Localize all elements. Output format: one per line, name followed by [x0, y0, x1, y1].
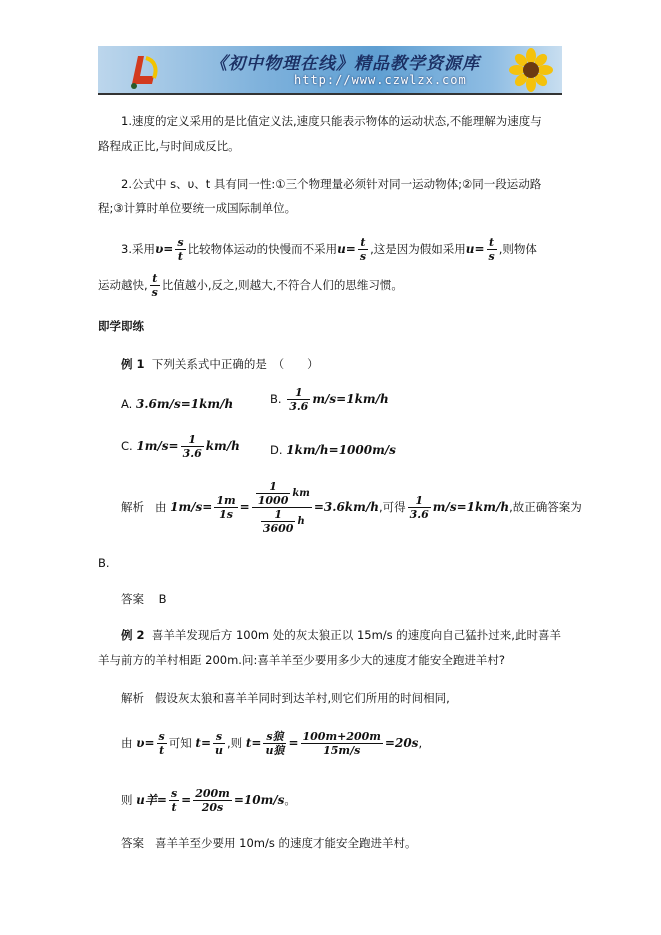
logo-icon	[124, 50, 164, 90]
fraction: $\frac{t}{s}$	[359, 236, 367, 263]
point-3-line-1	[121, 236, 537, 263]
ex1-option-d: D. 1km/h=1000m/s	[270, 443, 396, 457]
text: 比值越小,反之,则越大,不符合人们的思维习惯。	[161, 278, 403, 292]
point-2-line-2: 程;③计算时单位要统一成国际制单位。	[98, 201, 297, 215]
ex2-step-2: 则 u羊= $\frac{s}{t}$ = $\frac{200m}{20s}$ =10m/s。	[121, 787, 296, 814]
point-1-line-1: 1.速度的定义采用的是比值定义法,速度只能表示物体的运动状态,不能理解为速度与	[121, 114, 542, 128]
formula: u=	[337, 242, 356, 256]
ex2-question-line-2: 羊与前方的羊村相距 200m.问:喜羊羊至少要用多少大的速度才能安全跑进羊村?	[98, 653, 505, 667]
text: ,则物体	[498, 242, 537, 256]
ex2-step-1: 由 υ= $\frac{s}{t}$ 可知 t= $\frac{s}{u}$ ,则 t= $\frac{\text{s狼}}{\text{u狼}}$ = $\frac{100m+200m}{15m/s}$ =20s,	[121, 730, 423, 757]
text: ,这是因为假如采用	[370, 242, 466, 256]
fraction: $\frac{t}{s}$	[488, 236, 495, 263]
sunflower-icon	[504, 48, 558, 92]
ex2-answer: 答案 喜羊羊至少要用 10m/s 的速度才能安全跑进羊村。	[121, 836, 417, 850]
ex1-analysis-tail: B.	[98, 556, 110, 570]
fraction: $\frac{s}{t}$	[177, 236, 184, 263]
compound-fraction: $\frac{1}{1000}$ km $\frac{1}{3600}$ h	[252, 480, 312, 535]
ex2-analysis: 解析 假设灰太狼和喜羊羊同时到达羊村,则它们所用的时间相同,	[121, 691, 450, 705]
section-title: 即学即练	[98, 319, 144, 333]
ex1-question-text: 下列关系式中正确的是 （ ）	[151, 357, 319, 371]
point-3-line-2	[98, 272, 403, 299]
ex1-answer: 答案 B	[121, 592, 167, 606]
ex1-option-b: B. $\frac{1}{3.6}$ m/s=1km/h	[270, 386, 389, 413]
text: 运动越快,	[98, 278, 148, 292]
ex2-question-line-1: 例 2 喜羊羊发现后方 100m 处的灰太狼正以 15m/s 的速度向自己猛扑过来,此时喜羊	[121, 628, 561, 642]
ex1-analysis: 解析 由 1m/s= $\frac{1m}{1s}$ = $\frac{1}{1000}$ km $\frac{1}{3600}$ h =3.6km/h,可得 $\frac{1}{3.6}$ m/s=1km/h,故正确答案为	[121, 480, 582, 535]
text: 比较物体运动的快慢而不采用	[187, 242, 338, 256]
ex1-question	[121, 356, 319, 372]
text: 3.采用	[121, 242, 155, 256]
formula: u=	[465, 242, 485, 256]
point-2-line-1: 2.公式中 s、υ、t 具有同一性:①三个物理量必须针对同一运动物体;②同一段运动路	[121, 177, 542, 191]
header-banner	[98, 46, 562, 95]
formula: υ=	[154, 242, 174, 256]
ex1-option-a: A. 3.6m/s=1km/h	[121, 397, 234, 411]
ex1-option-c: C. 1m/s= $\frac{1}{3.6}$ km/h	[121, 433, 240, 460]
point-1-line-2: 路程成正比,与时间成反比。	[98, 139, 240, 153]
fraction: $\frac{t}{s}$	[151, 272, 158, 299]
banner-title: 《初中物理在线》精品教学资源库	[210, 54, 480, 74]
ex1-label: 例 1	[121, 357, 145, 371]
banner-url: http://www.czwlzx.com	[294, 73, 467, 87]
